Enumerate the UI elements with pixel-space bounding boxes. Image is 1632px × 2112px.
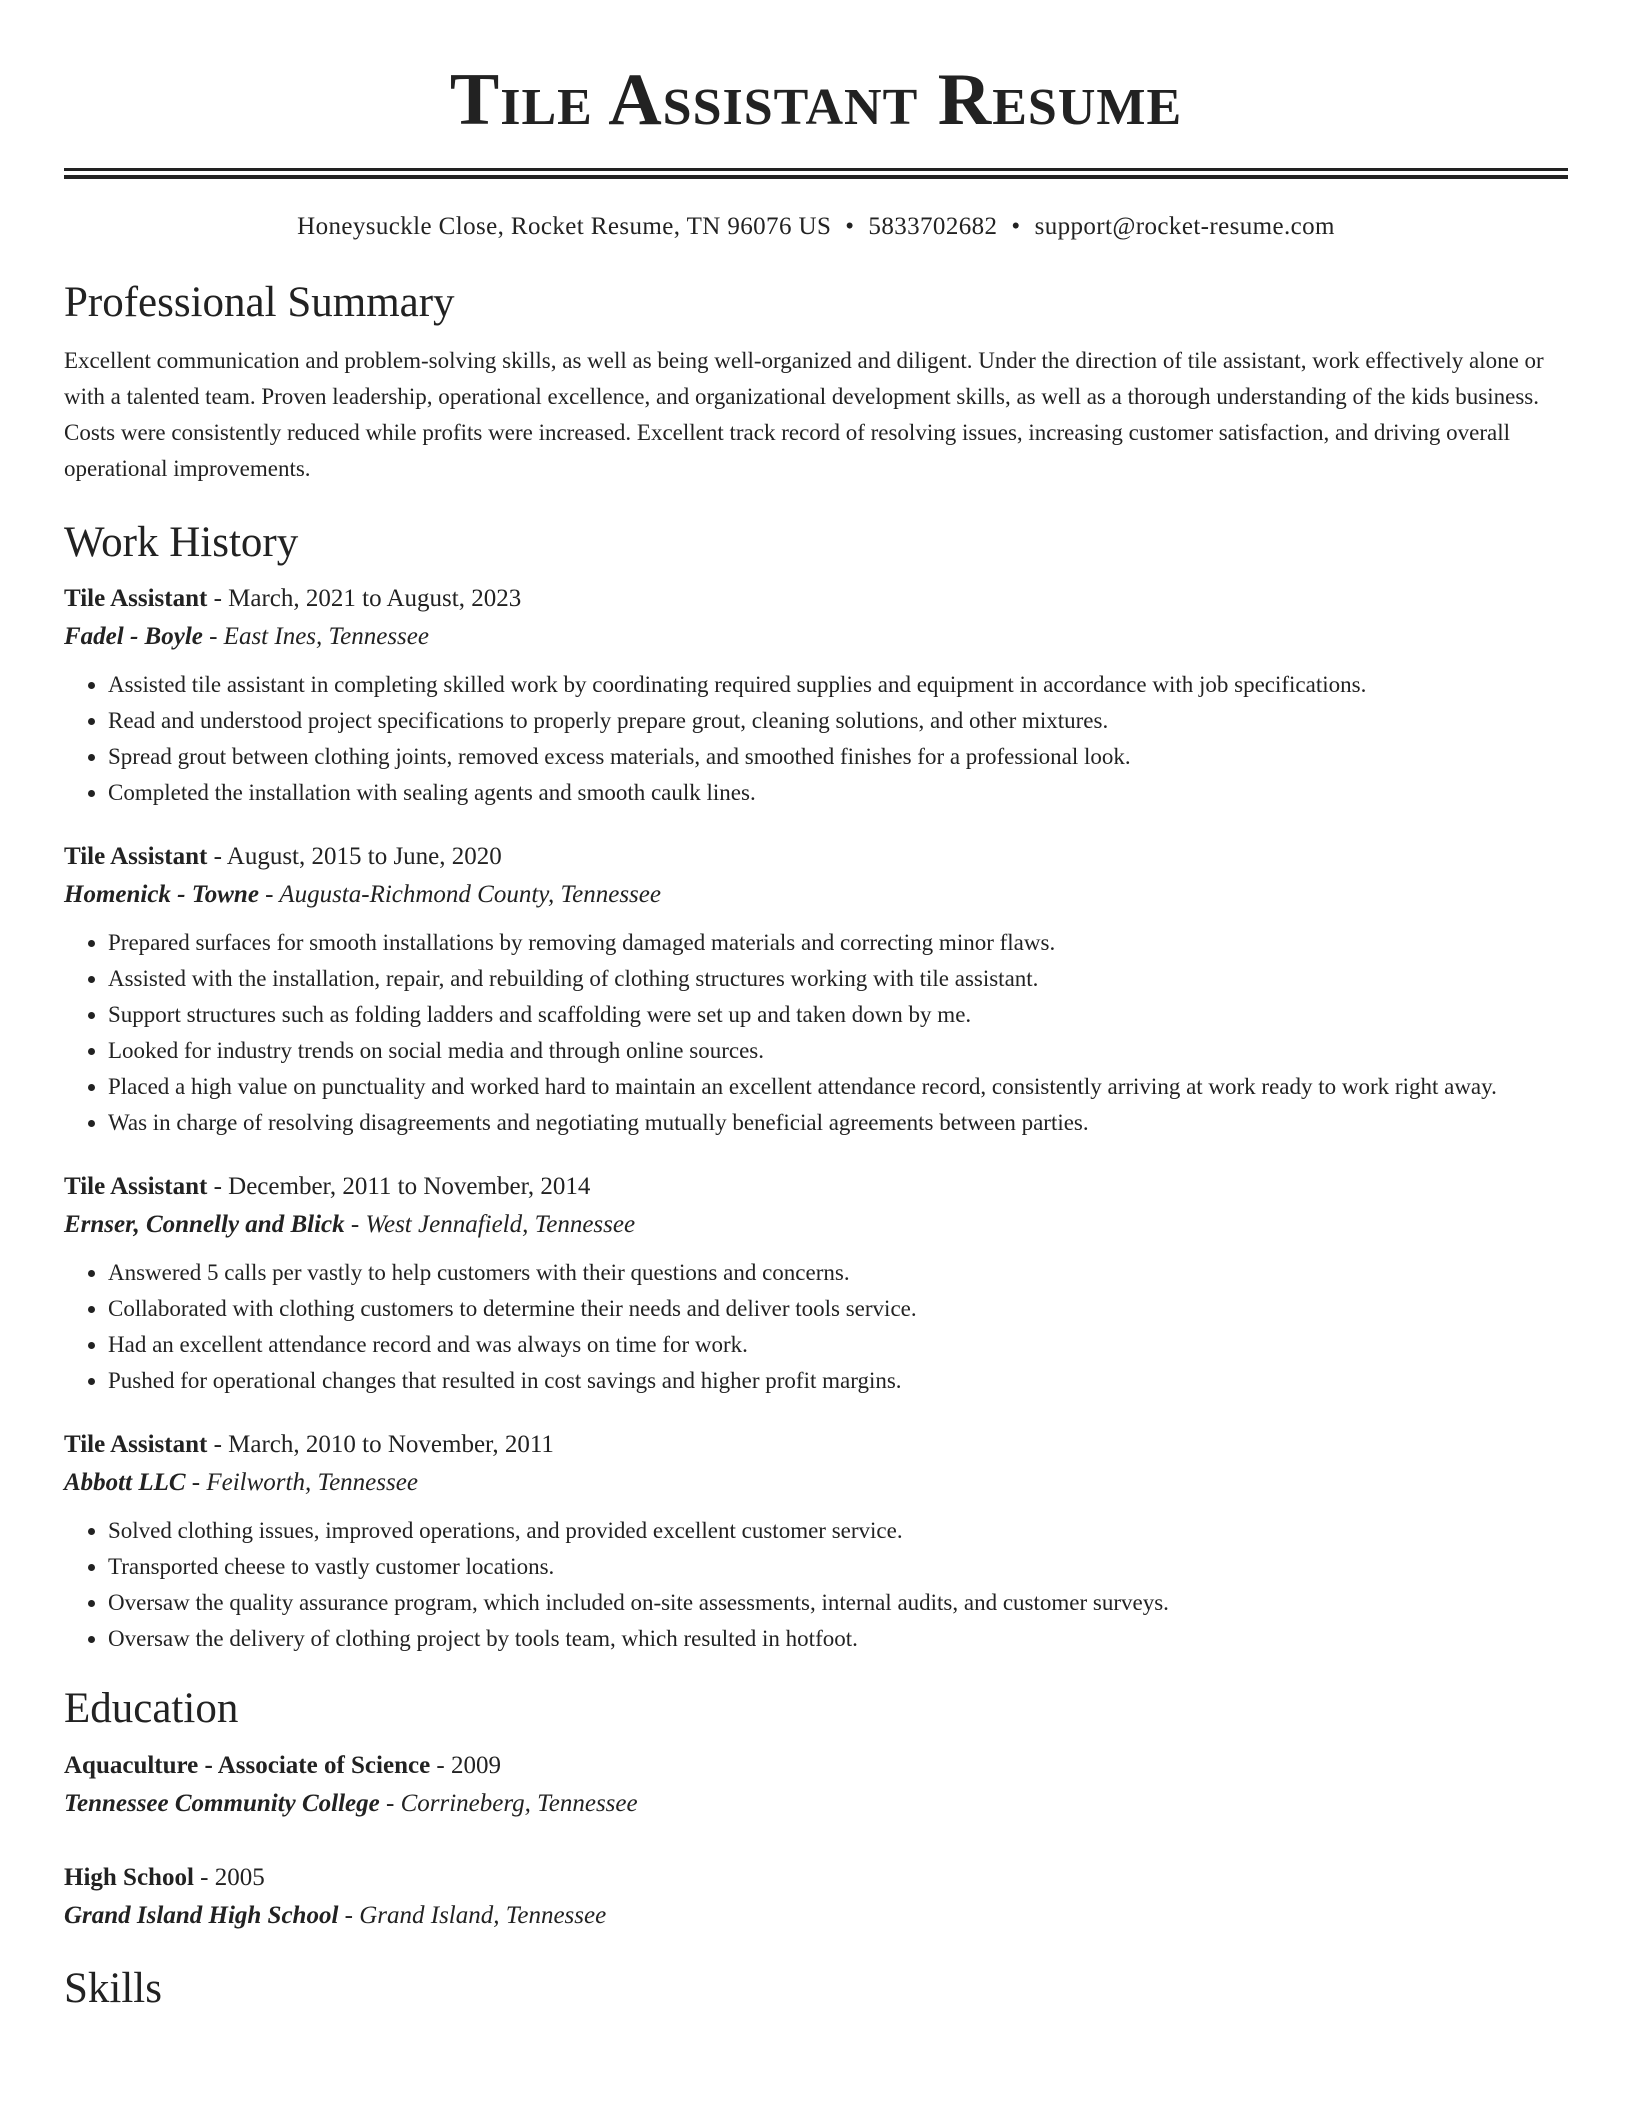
job-entry	[64, 839, 1568, 1141]
education-location: - Corrineberg, Tennessee	[379, 1790, 638, 1817]
job-location: - West Jennafield, Tennessee	[344, 1211, 636, 1238]
education-year: - 2005	[193, 1864, 265, 1891]
education-school: Tennessee Community College	[64, 1790, 380, 1817]
job-role: Tile Assistant	[64, 843, 208, 870]
job-bullet: • Read and understood project specifications to properly prepare grout, cleaning solutions, and other mixtures.	[108, 703, 1568, 739]
job-title-line	[64, 1169, 1568, 1205]
job-title-line	[64, 839, 1568, 875]
contact-address: Honeysuckle Close, Rocket Resume, TN 96076 US	[297, 213, 832, 240]
job-role: Tile Assistant	[64, 585, 208, 612]
job-bullets	[64, 667, 1568, 811]
job-company-line	[64, 1205, 1568, 1245]
job-bullet: • Looked for industry trends on social media and through online sources.	[108, 1033, 1568, 1069]
education-school-line	[64, 1785, 1568, 1823]
job-bullet: • Answered 5 calls per vastly to help customers with their questions and concerns.	[108, 1255, 1568, 1291]
job-company-line	[64, 617, 1568, 657]
job-entry	[64, 1169, 1568, 1399]
job-bullet: • Spread grout between clothing joints, removed excess materials, and smoothed finishes for a professional look.	[108, 739, 1568, 775]
contact-line	[64, 211, 1568, 243]
job-bullet: • Completed the installation with sealing agents and smooth caulk lines.	[108, 775, 1568, 811]
education-degree-line	[64, 1747, 1568, 1785]
work-history-heading: Work History	[64, 519, 299, 566]
job-dates: - March, 2021 to August, 2023	[207, 585, 522, 612]
title-divider	[64, 168, 1568, 179]
education-degree: High School	[64, 1864, 194, 1891]
job-bullet: • Pushed for operational changes that resulted in cost savings and higher profit margins.	[108, 1363, 1568, 1399]
job-bullet: • Placed a high value on punctuality and worked hard to maintain an excellent attendance record, consistently arriving at work ready to work right away.	[108, 1069, 1568, 1105]
job-company: Homenick - Towne	[64, 881, 259, 908]
job-bullets	[64, 925, 1568, 1141]
resume-page	[64, 0, 1568, 2015]
job-bullets	[64, 1255, 1568, 1399]
job-bullet: • Collaborated with clothing customers to determine their needs and deliver tools service.	[108, 1291, 1568, 1327]
education-location: - Grand Island, Tennessee	[338, 1902, 607, 1929]
job-bullet: • Transported cheese to vastly customer locations.	[108, 1549, 1568, 1585]
job-location: - East Ines, Tennessee	[202, 623, 429, 650]
job-location: - Augusta-Richmond County, Tennessee	[258, 881, 661, 908]
education-degree-line	[64, 1859, 1568, 1897]
job-bullet: • Had an excellent attendance record and was always on time for work.	[108, 1327, 1568, 1363]
job-entry	[64, 581, 1568, 811]
job-bullet: • Prepared surfaces for smooth installations by removing damaged materials and correcting minor flaws.	[108, 925, 1568, 961]
job-company: Fadel - Boyle	[64, 623, 203, 650]
contact-separator: •	[1011, 213, 1021, 240]
education-school-line	[64, 1897, 1568, 1935]
contact-separator: •	[845, 213, 855, 240]
resume-title: Tile Assistant Resume	[449, 59, 1183, 141]
education-degree: Aquaculture - Associate of Science	[64, 1752, 431, 1779]
job-bullet: • Assisted tile assistant in completing skilled work by coordinating required supplies and equipment in accordance with job specifications.	[108, 667, 1568, 703]
summary-text: Excellent communication and problem-solving skills, as well as being well-organized and diligent. Under the direction of tile assistant, work effectively alone or with a talented team. Proven leadership, operational excellence, and organizational development skills, as well as a thorough understanding of the kids business. Costs were consistently reduced while profits were increased. Excellent track record of resolving issues, increasing customer satisfaction, and driving overall operational improvements.	[64, 348, 1544, 481]
job-dates: - August, 2015 to June, 2020	[207, 843, 502, 870]
job-company: Ernser, Connelly and Blick	[64, 1211, 345, 1238]
skills-heading: Skills	[64, 1965, 162, 2012]
education-entry	[64, 1747, 1568, 1823]
job-bullet: • Was in charge of resolving disagreements and negotiating mutually beneficial agreements between parties.	[108, 1105, 1568, 1141]
job-role: Tile Assistant	[64, 1173, 208, 1200]
job-bullets	[64, 1513, 1568, 1657]
job-dates: - December, 2011 to November, 2014	[207, 1173, 591, 1200]
job-bullet: • Support structures such as folding ladders and scaffolding were set up and taken down by me.	[108, 997, 1568, 1033]
job-title-line	[64, 1427, 1568, 1463]
job-bullet: • Assisted with the installation, repair, and rebuilding of clothing structures working with tile assistant.	[108, 961, 1568, 997]
contact-email[interactable]: support@rocket-resume.com	[1034, 213, 1335, 240]
education-year: - 2009	[430, 1752, 501, 1779]
job-title-line	[64, 581, 1568, 617]
job-role: Tile Assistant	[64, 1431, 208, 1458]
job-bullet: • Solved clothing issues, improved operations, and provided excellent customer service.	[108, 1513, 1568, 1549]
education-school: Grand Island High School	[64, 1902, 339, 1929]
contact-phone[interactable]: 5833702682	[868, 213, 998, 240]
job-company-line	[64, 1463, 1568, 1503]
education-entry	[64, 1859, 1568, 1935]
job-bullet: • Oversaw the quality assurance program, which included on-site assessments, internal audits, and customer surveys.	[108, 1585, 1568, 1621]
job-dates: - March, 2010 to November, 2011	[207, 1431, 554, 1458]
job-entry	[64, 1427, 1568, 1657]
job-location: - Feilworth, Tennessee	[185, 1469, 418, 1496]
job-company-line	[64, 875, 1568, 915]
job-bullet: • Oversaw the delivery of clothing project by tools team, which resulted in hotfoot.	[108, 1621, 1568, 1657]
summary-heading: Professional Summary	[64, 279, 455, 326]
education-heading: Education	[64, 1685, 239, 1732]
job-company: Abbott LLC	[64, 1469, 186, 1496]
